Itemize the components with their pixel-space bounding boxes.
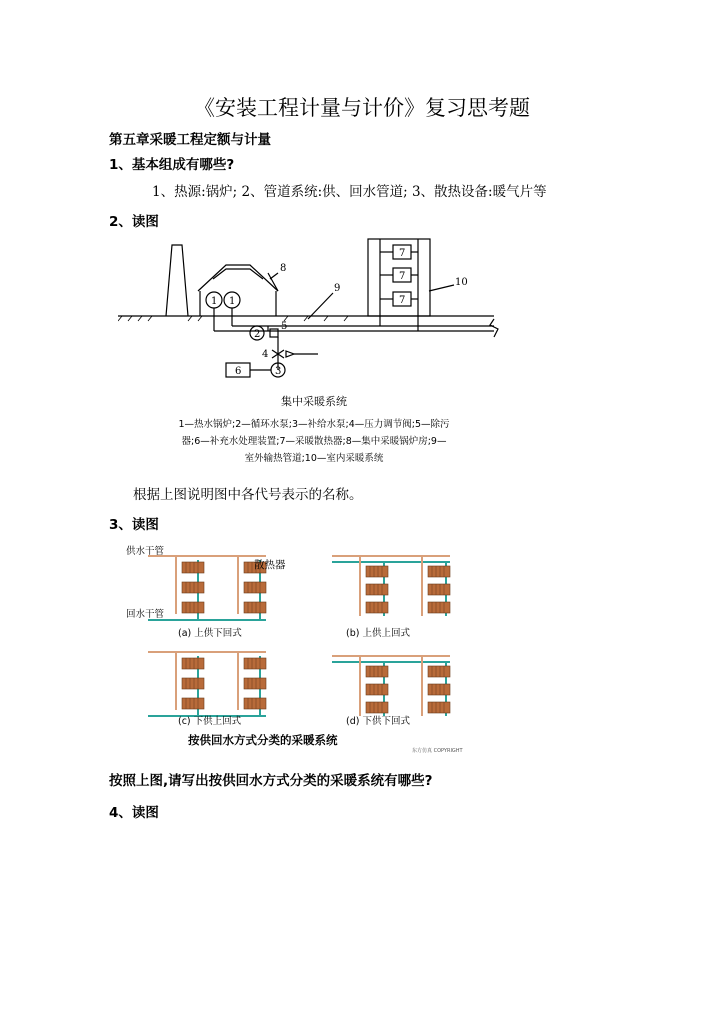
label-3: 3 bbox=[275, 366, 282, 377]
subfigure-d-label: (d) 下供下回式 bbox=[346, 716, 410, 727]
supply-main-label: 供水干管 bbox=[126, 546, 165, 557]
question-2-heading: 2、读图 bbox=[109, 214, 159, 230]
subfigure-b-label: (b) 上供上回式 bbox=[346, 628, 410, 639]
label-7a: 7 bbox=[399, 248, 406, 259]
question-1-heading: 1、基本组成有哪些? bbox=[109, 157, 235, 173]
label-8: 8 bbox=[280, 263, 287, 274]
label-10: 10 bbox=[455, 277, 468, 288]
question-2-instruction: 根据上图说明图中各代号表示的名称。 bbox=[133, 487, 363, 503]
return-main-label: 回水干管 bbox=[126, 609, 165, 620]
chapter-heading: 第五章采暖工程定额与计量 bbox=[109, 132, 271, 148]
copyright-watermark: 东方仿真 COPYRIGHT bbox=[412, 748, 463, 754]
label-6: 6 bbox=[235, 366, 242, 377]
figure-1-caption: 集中采暖系统 bbox=[281, 395, 347, 408]
subfigure-a-label: (a) 上供下回式 bbox=[178, 628, 242, 639]
figure-2-caption: 按供回水方式分类的采暖系统 bbox=[188, 733, 338, 747]
radiator-label: 散热器 bbox=[254, 559, 286, 571]
figure-1-legend-line-1: 1—热水锅炉;2—循环水泵;3—补给水泵;4—压力调节阀;5—除污 bbox=[178, 419, 450, 430]
question-1-answer: 1、热源:锅炉; 2、管道系统:供、回水管道; 3、散热设备:暖气片等 bbox=[152, 184, 547, 200]
label-1a: 1 bbox=[211, 296, 218, 307]
label-1b: 1 bbox=[229, 296, 236, 307]
question-3-heading: 3、读图 bbox=[109, 517, 159, 533]
label-4: 4 bbox=[262, 349, 269, 360]
label-9: 9 bbox=[334, 283, 341, 294]
central-heating-diagram bbox=[118, 233, 510, 473]
supply-return-systems-diagram bbox=[126, 544, 476, 756]
subfigure-c-label: (c) 下供上回式 bbox=[178, 716, 242, 727]
label-7b: 7 bbox=[399, 271, 406, 282]
figure-1-legend-line-2: 器;6—补充水处理装置;7—采暖散热器;8—集中采暖锅炉房;9— bbox=[181, 436, 447, 447]
question-3-prompt: 按照上图,请写出按供回水方式分类的采暖系统有哪些? bbox=[109, 773, 433, 789]
question-4-heading: 4、读图 bbox=[109, 805, 159, 821]
label-5: 5 bbox=[281, 321, 288, 332]
figure-1-legend-line-3: 室外输热管道;10—室内采暖系统 bbox=[244, 453, 384, 464]
label-7c: 7 bbox=[399, 295, 406, 306]
label-2: 2 bbox=[254, 329, 261, 340]
page-title: 《安装工程计量与计价》复习思考题 bbox=[194, 96, 530, 120]
